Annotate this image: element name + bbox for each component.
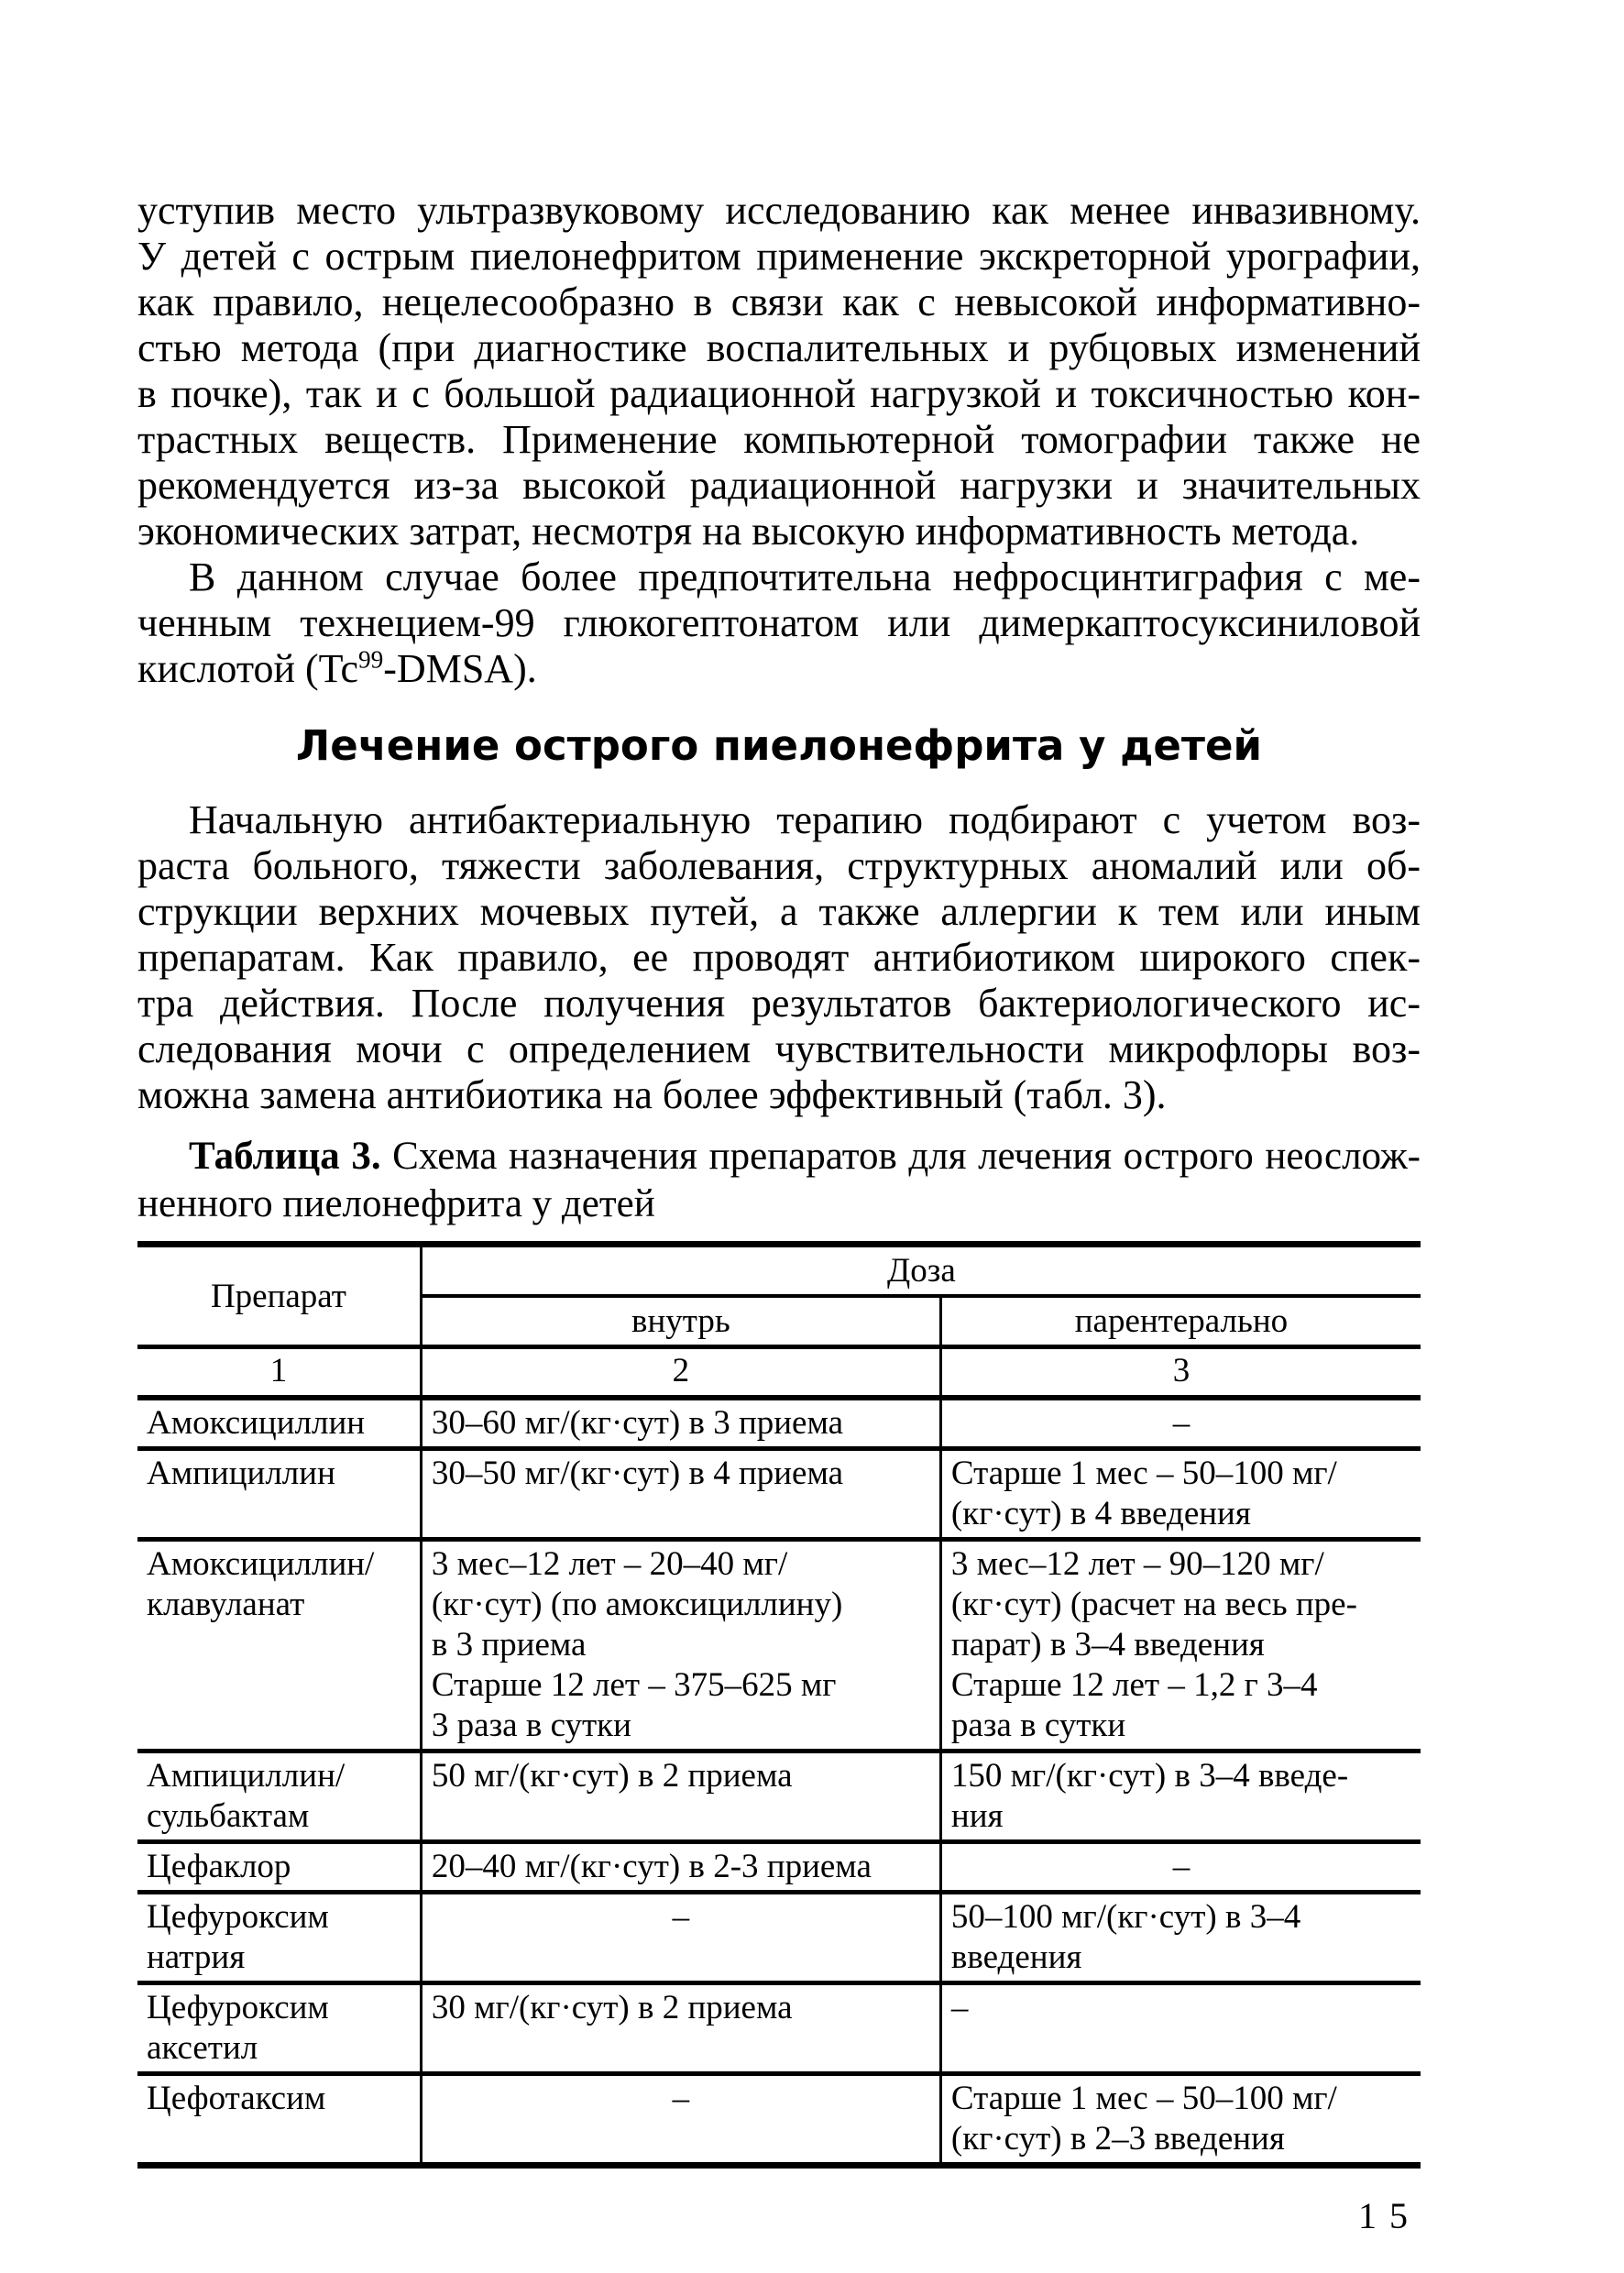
cell-line: 150 мг/(кг·сут) в 3–4 введе- [950,1757,1349,1795]
table-cell [137,1751,421,1842]
text-line: тра действия. После получения результатов бактериологического ис- [137,981,1421,1026]
column-number-cell: 1 [137,1347,421,1399]
page-number: 15 [1358,2195,1421,2236]
cell-line: Цефуроксим [147,1898,329,1936]
cell-line: 30–60 мг/(кг·сут) в 3 приема [431,1404,844,1442]
table-cell [940,2074,1421,2166]
cell-line: (кг·сут) (по амоксициллину) [431,1586,843,1623]
cell-line: 30–50 мг/(кг·сут) в 4 приема [431,1455,844,1492]
table-row [137,2074,1421,2166]
cell-line: Амоксициллин/ [147,1545,375,1583]
cell-line: Ампициллин/ [147,1757,346,1795]
cell-line: – [672,1898,690,1936]
table-cell [940,1983,1421,2074]
table-cell [421,1842,940,1893]
cell-line: 3 раза в сутки [431,1707,631,1744]
text-line: Таблица 3. Схема назначения препаратов для лечения острого неослож- [189,1135,1421,1178]
text-line: ненного пиелонефрита у детей [137,1182,655,1225]
text-line: уступив место ультразвуковому исследованию как менее инвазивному. [137,188,1421,233]
cell-line: (кг·сут) (расчет на весь пре- [950,1586,1357,1623]
table-cell [940,1540,1421,1751]
cell-line: Цефотаксим [147,2080,326,2117]
paragraph-therapy [137,797,1421,1118]
text-line: кислотой (Tc$^{99}$-DMSA). [137,645,537,691]
table-cell [421,2074,940,2166]
table-cell [940,1449,1421,1540]
dosage-table-header [137,1245,1421,1399]
cell-line: (кг·сут) в 2–3 введения [950,2120,1285,2158]
cell-line: клавуланат [147,1586,305,1623]
header-cell-dose: Доза [421,1245,1421,1297]
cell-line: 30 мг/(кг·сут) в 2 приема [431,1989,793,2026]
table-cell [421,1893,940,1983]
table-row [137,1842,1421,1893]
table-row [137,1540,1421,1751]
table-cell [137,1842,421,1893]
table-cell [421,1751,940,1842]
text-line: рекомендуется из-за высокой радиационной нагрузки и значительных [137,463,1421,508]
table-cell [137,2074,421,2166]
cell-line: парат) в 3–4 введения [950,1626,1265,1664]
table-caption [137,1133,1421,1228]
cell-line: 3 мес–12 лет – 20–40 мг/ [431,1545,788,1583]
cell-line: 50 мг/(кг·сут) в 2 приема [431,1757,793,1795]
cell-line: 3 мес–12 лет – 90–120 мг/ [950,1545,1324,1583]
table-row [137,1893,1421,1983]
table-cell [940,1842,1421,1893]
table-cell [940,1893,1421,1983]
table-cell [137,1540,421,1751]
cell-line: сульбактам [147,1797,310,1835]
text-line: трастных веществ. Применение компьютерной томографии также не [137,417,1421,462]
table-cell [421,1449,940,1540]
cell-line: Цефаклор [147,1848,291,1885]
cell-line: раза в сутки [950,1707,1126,1744]
cell-line: в 3 приема [431,1626,587,1664]
text-line: ченным технецием-99 глюкогептонатом или димеркаптосуксиниловой [137,600,1421,645]
table-cell [421,1398,940,1449]
page-content [137,188,1421,2237]
cell-line: аксетил [147,2029,258,2067]
paragraph-urography [137,188,1421,555]
text-line: в почке), так и с большой радиационной нагрузкой и токсичностью кон- [137,371,1421,416]
cell-line: – [1172,1404,1191,1442]
cell-line: введения [950,1938,1082,1976]
cell-line: – [1172,1848,1191,1885]
table-cell [421,1540,940,1751]
paragraph-nephroscintigraphy [137,555,1421,692]
table-cell [137,1983,421,2074]
header-cell-parenteral: парентерально [940,1296,1421,1347]
column-number-cell: 3 [940,1347,1421,1399]
table-row [137,1983,1421,2074]
text-line: В данном случае более предпочтительна нефросцинтиграфия с ме- [189,555,1421,599]
table-cell [940,1751,1421,1842]
table-cell [137,1449,421,1540]
table-row [137,1398,1421,1449]
header-cell-oral: внутрь [421,1296,940,1347]
table-row [137,1751,1421,1842]
cell-line: Старше 1 мес – 50–100 мг/ [950,2080,1337,2117]
header-cell-drug: Препарат [137,1245,421,1347]
cell-line: Цефуроксим [147,1989,329,2026]
text-line: как правило, нецелесообразно в связи как с невысокой информативно- [137,280,1421,324]
cell-line: (кг·сут) в 4 введения [950,1495,1251,1532]
text-line: У детей с острым пиелонефритом применение экскреторной урографии, [137,234,1421,279]
section-heading: Лечение острого пиелонефрита у детей [295,721,1263,770]
cell-line: 50–100 мг/(кг·сут) в 3–4 [950,1898,1301,1936]
text-line: следования мочи с определением чувствительности микрофлоры воз- [137,1027,1421,1071]
text-line: струкции верхних мочевых путей, а также аллергии к тем или иным [137,889,1421,934]
table-cell [940,1398,1421,1449]
cell-line: Амоксициллин [147,1404,366,1442]
text-line: Начальную антибактериальную терапию подбирают с учетом воз- [189,797,1421,842]
text-line: раста больного, тяжести заболевания, структурных аномалий или об- [137,843,1421,888]
text-line: можна замена антибиотика на более эффективный (табл. 3). [137,1072,1167,1117]
column-number-cell: 2 [421,1347,940,1399]
cell-line: Старше 12 лет – 1,2 г 3–4 [950,1666,1318,1704]
cell-line: ния [950,1797,1004,1835]
dosage-table [137,1241,1421,2169]
cell-line: натрия [147,1938,246,1976]
cell-line: Старше 1 мес – 50–100 мг/ [950,1455,1337,1492]
cell-line: Ампициллин [147,1455,335,1492]
cell-line: 20–40 мг/(кг·сут) в 2-3 приема [431,1848,872,1885]
dosage-table-body [137,1398,1421,2166]
cell-line: – [950,1989,969,2026]
table-cell [137,1893,421,1983]
table-cell [421,1983,940,2074]
text-line: препаратам. Как правило, ее проводят антибиотиком широкого спек- [137,935,1421,980]
table-cell [137,1398,421,1449]
cell-line: – [672,2080,690,2117]
text-line: стью метода (при диагностике воспалительных и рубцовых изменений [137,325,1421,370]
text-line: экономических затрат, несмотря на высокую информативность метода. [137,509,1360,554]
table-row [137,1449,1421,1540]
cell-line: Старше 12 лет – 375–625 мг [431,1666,837,1704]
